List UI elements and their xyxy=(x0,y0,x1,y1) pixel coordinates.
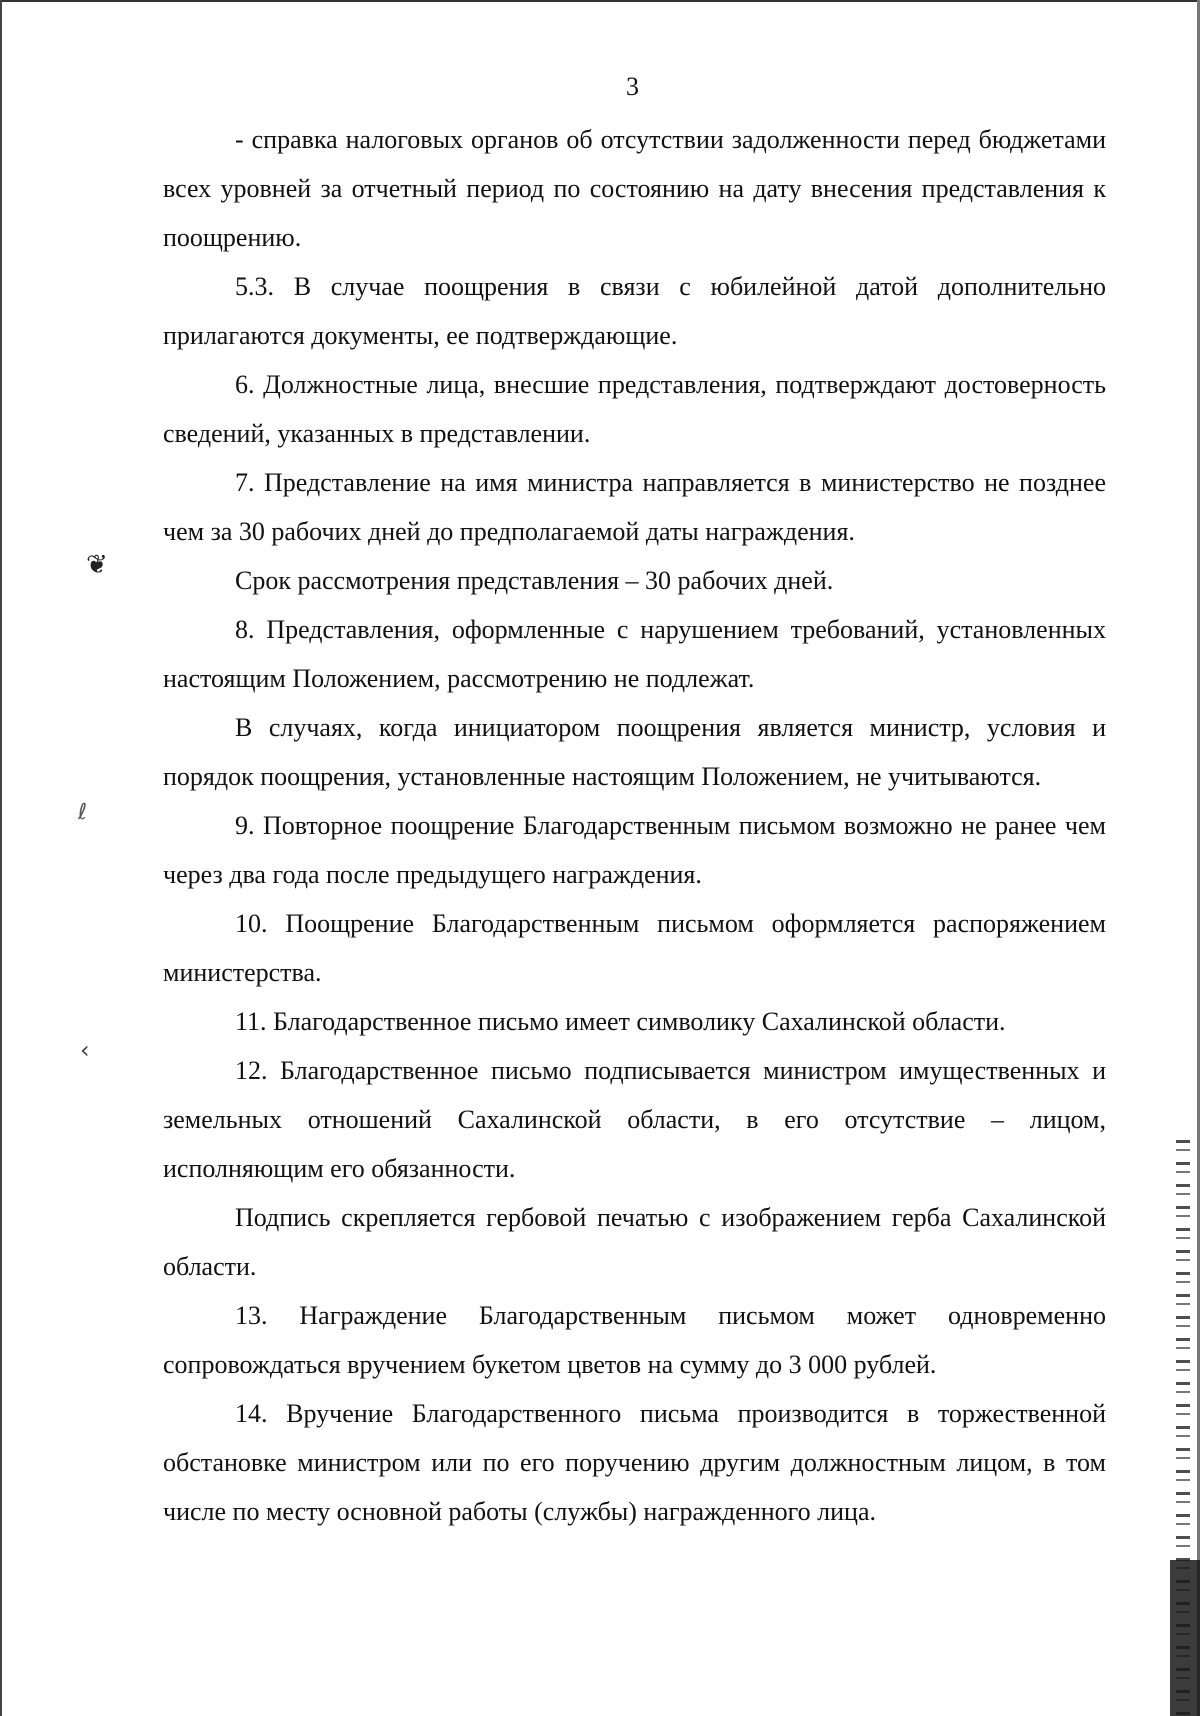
page-number: 3 xyxy=(626,72,639,101)
scan-speck-mark: ‹ xyxy=(80,1036,90,1064)
paragraph: 7. Представление на имя министра направляется в министерство не позднее чем за 30 рабочих дней до предполагаемой даты награждения. xyxy=(163,468,1106,546)
paragraph: 13. Награждение Благодарственным письмом может одновременно сопровождаться вручением букетом цветов на сумму до 3 000 рублей. xyxy=(163,1301,1106,1379)
scan-border-top xyxy=(0,0,1200,2)
paragraph: 12. Благодарственное письмо подписывается министром имущественных и земельных отношений Сахалинской области, в его отсутствие – лицом, исполняющим его обязанности. xyxy=(163,1056,1106,1183)
paragraph: Срок рассмотрения представления – 30 рабочих дней. xyxy=(235,566,834,595)
scan-speck-mark: ℓ xyxy=(78,800,88,825)
paragraph: 14. Вручение Благодарственного письма производится в торжественной обстановке министром или по его поручению другим должностным лицом, в том числе по месту основной работы (службы) награжденного лица. xyxy=(163,1399,1106,1526)
paragraph: 10. Поощрение Благодарственным письмом оформляется распоряжением министерства. xyxy=(163,909,1106,987)
scan-noise-bottom-right xyxy=(1170,1560,1200,1716)
paragraph: 11. Благодарственное письмо имеет символику Сахалинской области. xyxy=(235,1007,1006,1036)
paragraph: 5.3. В случае поощрения в связи с юбилейной датой дополнительно прилагаются документы, ее подтверждающие. xyxy=(163,272,1106,350)
paragraph: 8. Представления, оформленные с нарушением требований, установленных настоящим Положением, рассмотрению не подлежат. xyxy=(163,615,1106,693)
document-body xyxy=(163,115,1106,1536)
paragraph: 9. Повторное поощрение Благодарственным письмом возможно не ранее чем через два года после предыдущего награждения. xyxy=(163,811,1106,889)
scan-border-left xyxy=(0,0,2,1716)
paragraph: - справка налоговых органов об отсутствии задолженности перед бюджетами всех уровней за отчетный период по состоянию на дату внесения представления к поощрению. xyxy=(163,125,1106,252)
scan-speck-mark: ❦ xyxy=(86,550,108,580)
paragraph: 6. Должностные лица, внесшие представления, подтверждают достоверность сведений, указанных в представлении. xyxy=(163,370,1106,448)
paragraph: В случаях, когда инициатором поощрения является министр, условия и порядок поощрения, установленные настоящим Положением, не учитываются. xyxy=(163,713,1106,791)
paragraph: Подпись скрепляется гербовой печатью с изображением герба Сахалинской области. xyxy=(163,1203,1106,1281)
